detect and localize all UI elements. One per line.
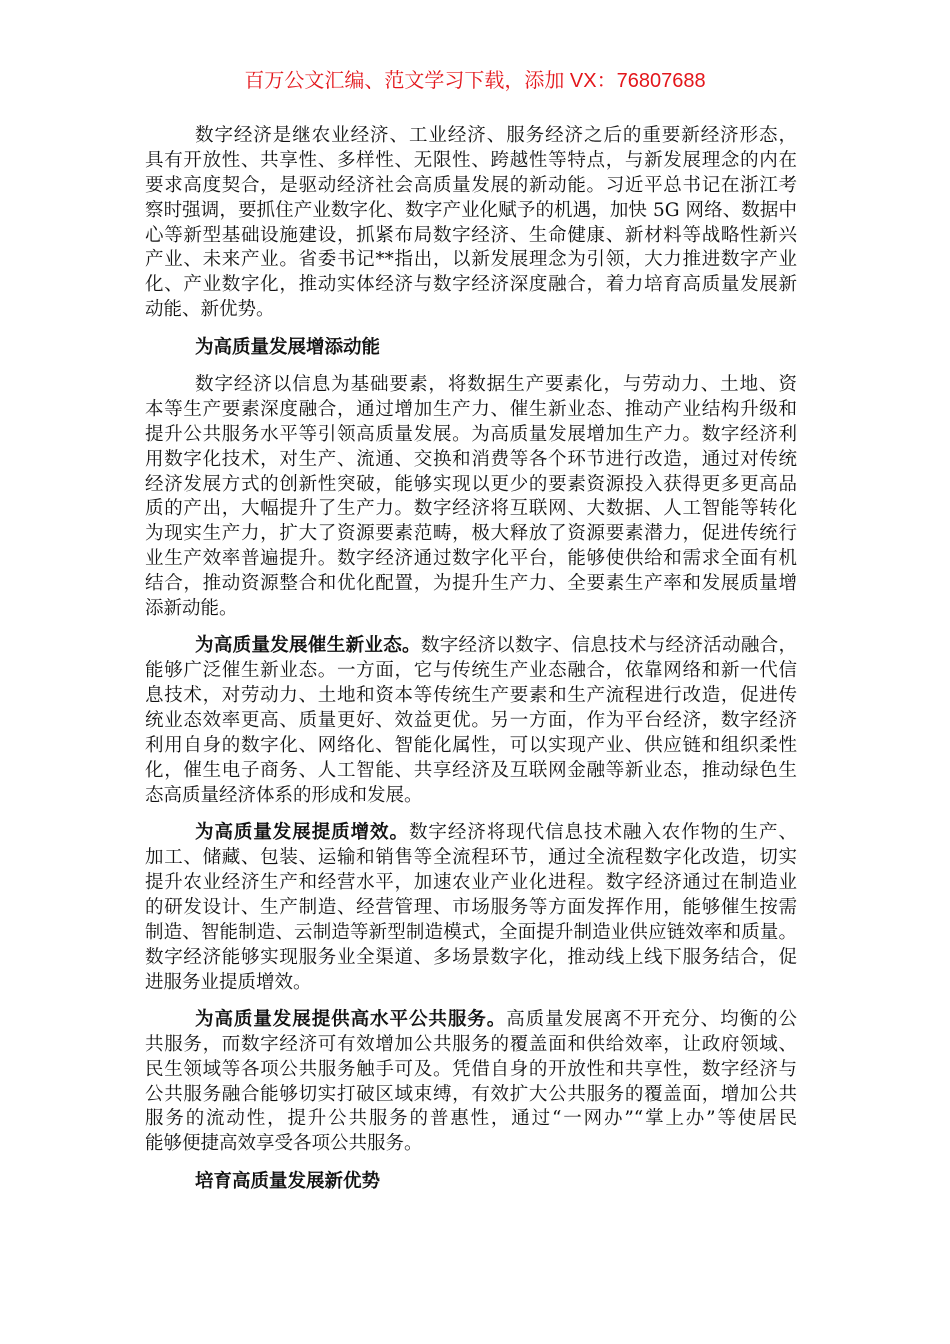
paragraph-lead-heading: 为高质量发展催生新业态。 (195, 635, 421, 657)
line-text: 数字经济以数字、信息技术与经济活动融合， (420, 635, 797, 657)
text-line (145, 448, 797, 473)
text-line (145, 273, 797, 298)
line-text: 数字经济能够实现服务业全渠道、多场景数字化，推动线上线下服务结合，促 (145, 946, 797, 968)
text-line (145, 1170, 797, 1195)
line-text: 民生领域等各项公共服务触手可及。凭借自身的开放性和共享性，数字经济与 (145, 1058, 797, 1080)
line-text: 提升农业经济生产和经营水平，加速农业产业化进程。数字经济通过在制造业 (145, 871, 797, 893)
paragraph-lead-heading: 为高质量发展提供高水平公共服务。 (195, 1008, 507, 1030)
text-line (145, 248, 797, 273)
text-line (145, 597, 797, 622)
paragraph-lead-heading: 为高质量发展提质增效。 (195, 822, 409, 844)
text-line (145, 1132, 797, 1157)
text-line (145, 373, 797, 398)
text-line (145, 522, 797, 547)
paragraph (145, 124, 797, 323)
text-line (145, 174, 797, 199)
line-text: 能够便捷高效享受各项公共服务。 (145, 1133, 423, 1155)
line-text: 化、产业数字化，推动实体经济与数字经济深度融合，着力培育高质量发展新 (145, 274, 797, 296)
line-text: 高质量发展离不开充分、均衡的公 (506, 1008, 797, 1030)
line-text: 要求高度契合，是驱动经济社会高质量发展的新动能。习近平总书记在浙江考 (145, 174, 797, 196)
text-line (145, 224, 797, 249)
line-text: 公共服务融合能够切实打破区域束缚，有效扩大公共服务的覆盖面，增加公共 (145, 1083, 797, 1105)
line-text: 提升公共服务水平等引领高质量发展。为高质量发展增加生产力。数字经济利 (145, 423, 797, 445)
paragraph (145, 373, 797, 622)
text-line (145, 759, 797, 784)
line-text: 业生产效率普遍提升。数字经济通过数字化平台，能够使供给和需求全面有机 (145, 548, 797, 570)
line-text: 察时强调，要抓住产业数字化、数字产业化赋予的机遇，加快 5G 网络、数据中 (145, 199, 797, 221)
text-line (145, 634, 797, 659)
line-text: 动能、新优势。 (145, 299, 275, 321)
text-line (145, 423, 797, 448)
text-line (145, 709, 797, 734)
line-text: 进服务业提质增效。 (145, 971, 312, 993)
line-text: 本等生产要素深度融合，通过增加生产力、催生新业态、推动产业结构升级和 (145, 398, 797, 420)
line-text: 用数字化技术，对生产、流通、交换和消费等各个环节进行改造，通过对传统 (145, 448, 797, 470)
line-text: 数字经济将现代信息技术融入农作物的生产、 (408, 822, 797, 844)
text-line (145, 821, 797, 846)
line-text: 培育高质量发展新优势 (195, 1170, 381, 1192)
text-line (145, 659, 797, 684)
line-text: 统业态效率更高、质量更好、效益更优。另一方面，作为平台经济，数字经济 (145, 710, 797, 732)
section-heading (145, 336, 797, 361)
text-line (145, 1033, 797, 1058)
line-text: 加工、储藏、包装、运输和销售等全流程环节，通过全流程数字化改造，切实 (145, 847, 797, 869)
line-text: 经济发展方式的创新性突破，能够实现以更少的要素资源投入获得更多更高品 (145, 473, 797, 495)
text-line (145, 572, 797, 597)
text-line (145, 871, 797, 896)
text-line (145, 1107, 797, 1132)
text-line (145, 398, 797, 423)
line-text: 数字经济以信息为基础要素，将数据生产要素化，与劳动力、土地、资 (195, 374, 797, 396)
line-text: 为现实生产力，扩大了资源要素范畴，极大释放了资源要素潜力，促进传统行 (145, 523, 797, 545)
section-heading (145, 1170, 797, 1195)
paragraph (145, 634, 797, 808)
text-line (145, 473, 797, 498)
text-line (145, 1083, 797, 1108)
line-text: 为高质量发展增添动能 (195, 336, 381, 358)
text-line (145, 784, 797, 809)
watermark-banner: 百万公文汇编、范文学习下载，添加 VX：76807688 (244, 70, 706, 92)
line-text: 质的产出，大幅提升了生产力。数字经济将互联网、大数据、人工智能等转化 (145, 498, 797, 520)
text-line (145, 971, 797, 996)
paragraph (145, 821, 797, 995)
line-text: 息技术，对劳动力、土地和资本等传统生产要素和生产流程进行改造，促进传 (145, 685, 797, 707)
text-line (145, 298, 797, 323)
line-text: 利用自身的数字化、网络化、智能化属性，可以实现产业、供应链和组织柔性 (145, 734, 797, 756)
line-text: 能够广泛催生新业态。一方面，它与传统生产业态融合，依靠网络和新一代信 (145, 660, 797, 682)
document-body (145, 124, 797, 1207)
line-text: 心等新型基础设施建设，抓紧布局数字经济、生命健康、新材料等战略性新兴 (145, 224, 797, 246)
line-text: 的研发设计、生产制造、经营管理、市场服务等方面发挥作用，能够催生按需 (145, 896, 797, 918)
text-line (145, 921, 797, 946)
text-line (145, 547, 797, 572)
text-line (145, 734, 797, 759)
line-text: 具有开放性、共享性、多样性、无限性、跨越性等特点，与新发展理念的内在 (145, 149, 797, 171)
text-line (145, 946, 797, 971)
text-line (145, 896, 797, 921)
text-line (145, 1058, 797, 1083)
text-line (145, 124, 797, 149)
line-text: 数字经济是继农业经济、工业经济、服务经济之后的重要新经济形态， (195, 125, 797, 146)
line-text: 服务的流动性，提升公共服务的普惠性，通过“一网办”“掌上办”等使居民 (145, 1108, 797, 1130)
line-text: 共服务，而数字经济可有效增加公共服务的覆盖面和供给效率，让政府领域、 (145, 1033, 797, 1055)
text-line (145, 336, 797, 361)
line-text: 结合，推动资源整合和优化配置，为提升生产力、全要素生产率和发展质量增 (145, 573, 797, 595)
line-text: 态高质量经济体系的形成和发展。 (145, 784, 423, 806)
line-text: 化，催生电子商务、人工智能、共享经济及互联网金融等新业态，推动绿色生 (145, 759, 797, 781)
line-text: 制造、智能制造、云制造等新型制造模式，全面提升制造业供应链效率和质量。 (145, 921, 797, 943)
text-line (145, 846, 797, 871)
text-line (145, 684, 797, 709)
text-line (145, 1008, 797, 1033)
text-line (145, 149, 797, 174)
text-line (145, 497, 797, 522)
line-text: 产业、未来产业。省委书记**指出，以新发展理念为引领，大力推进数字产业 (145, 249, 797, 271)
paragraph (145, 1008, 797, 1157)
line-text: 添新动能。 (145, 598, 238, 620)
text-line (145, 199, 797, 224)
